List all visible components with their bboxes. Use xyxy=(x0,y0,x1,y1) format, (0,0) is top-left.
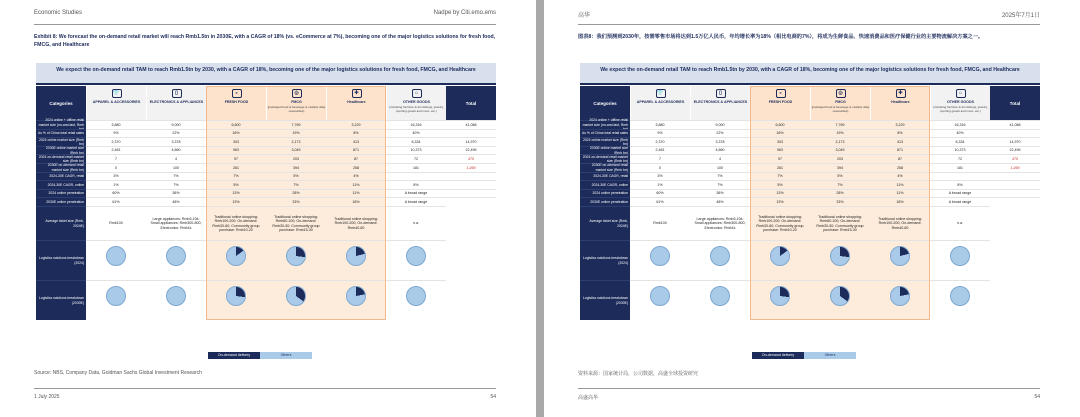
table-cell: 33% xyxy=(266,197,326,206)
page-header-right: 2025年7月1日 xyxy=(1001,13,1040,19)
table-cell: 871 xyxy=(870,146,930,155)
sofa-icon: ⌂ xyxy=(956,89,966,98)
pie-chart xyxy=(650,286,670,306)
table-cell: 6,600 xyxy=(750,120,810,129)
column-header xyxy=(690,86,750,120)
row-label: 2024 online market size (Rmb bn) xyxy=(580,137,630,146)
row-label: 2030E online penetration xyxy=(580,197,630,206)
pie-chart xyxy=(950,246,970,266)
table-cell: 40% xyxy=(930,129,990,138)
row-label: 2024 online penetration xyxy=(36,189,86,198)
shirt-icon: 👕 xyxy=(113,90,120,96)
phone-icon: ▯ xyxy=(716,89,726,98)
row-label: 2024-30E CAGR, online xyxy=(36,180,86,189)
total-header: Total xyxy=(990,86,1040,120)
column-header xyxy=(146,86,206,120)
pie-chart xyxy=(950,286,970,306)
table-cell: 2,481 xyxy=(86,146,146,155)
market-table xyxy=(580,86,1040,346)
table-cell: 181 xyxy=(386,163,446,172)
table-cell: 13% xyxy=(750,197,810,206)
table-cell: 4% xyxy=(326,172,386,181)
ticket-cell: Rmb100 xyxy=(630,206,690,240)
table-cell xyxy=(386,172,446,181)
categories-header: Categories xyxy=(36,86,86,120)
row-label: 2024 on-demand retail market size (Rmb bn) xyxy=(580,154,630,163)
row-label: 2030E online penetration xyxy=(36,197,86,206)
table-cell: 470 xyxy=(446,154,496,163)
table-cell: 6,600 xyxy=(206,120,266,129)
table-cell: 72 xyxy=(930,154,990,163)
row-label: 2024 online + offline retail market size (on-and-last, Rmb xyxy=(580,120,630,129)
footer-date: 1 July 2025 xyxy=(34,394,60,400)
legend-on-demand: On-demand delivery xyxy=(208,352,260,359)
row-label: Average ticket size (Rmb, 2024E) xyxy=(36,206,86,240)
table-cell: 3,049 xyxy=(810,146,870,155)
page-header-left: 高华 xyxy=(578,13,591,19)
row-label: 2024-30E CAGR, retail xyxy=(36,172,86,181)
footer-brand: 高盛高华 xyxy=(578,395,599,401)
legend-others: Others xyxy=(260,352,312,359)
column-label: APPAREL & ACCESSORIES xyxy=(636,100,685,104)
table-cell: 470 xyxy=(990,154,1040,163)
pie-chart xyxy=(710,246,730,266)
table-cell: 97 xyxy=(206,154,266,163)
row-label: Logistics solutions breakdown (2024) xyxy=(36,240,86,280)
table-cell: 48% xyxy=(690,197,750,206)
table-cell: 2,173 xyxy=(266,137,326,146)
table-cell: 4,660 xyxy=(690,146,750,155)
table-cell: 19% xyxy=(266,129,326,138)
row-label: Logistics solutions breakdown (2030E) xyxy=(580,280,630,320)
column-header xyxy=(630,86,690,120)
row-label: As % of China total retail sales xyxy=(580,129,630,138)
table-cell: 0 xyxy=(630,163,690,172)
table-cell: 28% xyxy=(810,189,870,198)
table-cell: 16% xyxy=(206,129,266,138)
table-cell: 8% xyxy=(870,129,930,138)
table-cell: 48% xyxy=(146,197,206,206)
pie-chart xyxy=(406,286,426,306)
footer-divider xyxy=(34,388,496,389)
table-cell: 97 xyxy=(750,154,810,163)
column-label: OTHER GOODS xyxy=(947,100,974,104)
table-cell: 38% xyxy=(690,189,750,198)
table-cell: 5% xyxy=(206,180,266,189)
footer-divider xyxy=(578,388,1040,389)
table-cell: 14,970 xyxy=(990,137,1040,146)
total-header: Total xyxy=(446,86,496,120)
table-cell: 13% xyxy=(750,189,810,198)
globe-icon: ◎ xyxy=(292,89,302,98)
table-cell: 3,880 xyxy=(630,120,690,129)
right-page xyxy=(544,0,1080,417)
table-cell: 6,334 xyxy=(386,137,446,146)
table-cell: 2,370 xyxy=(630,137,690,146)
column-label: FMCG xyxy=(835,100,846,104)
table-cell: 40% xyxy=(386,129,446,138)
column-label: ELECTRONICS & APPLIANCES xyxy=(149,100,204,104)
table-cell: 13% xyxy=(206,189,266,198)
ticket-cell: Rmb100 xyxy=(86,206,146,240)
table-cell: 7% xyxy=(690,172,750,181)
table-cell: 203 xyxy=(810,154,870,163)
page-gutter xyxy=(536,0,544,417)
table-cell: 2,481 xyxy=(630,146,690,155)
highlight-outline xyxy=(206,86,386,320)
table-banner: We expect the on-demand retail TAM to reach Rmb1.5tn by 2030, with a CAGR of 18%, becoming one of the major logistics solutions for fresh food, FMCG, and Healthcare xyxy=(36,63,496,85)
table-cell: 3% xyxy=(630,172,690,181)
pie-chart xyxy=(166,246,186,266)
column-label: ELECTRONICS & APPLIANCES xyxy=(693,100,748,104)
table-cell xyxy=(990,180,1040,189)
table-cell: 8% xyxy=(386,180,446,189)
ticket-cell: Traditional online shopping: Rmb100-200; On-demand: Rmb30-60; Community group purchase: Rmb10-20 xyxy=(750,206,810,240)
table-cell: 14,970 xyxy=(446,137,496,146)
table-cell: 3,378 xyxy=(690,137,750,146)
row-label: As % of China total retail sales xyxy=(36,129,86,138)
table-cell: 16% xyxy=(750,129,810,138)
row-label: 2024 online market size (Rmb bn) xyxy=(36,137,86,146)
table-cell: 413 xyxy=(870,137,930,146)
table-cell: 61% xyxy=(630,197,690,206)
table-cell: 7% xyxy=(206,172,266,181)
basket-icon: ◒ xyxy=(776,89,786,98)
table-cell: 963 xyxy=(206,146,266,155)
table-cell: 1% xyxy=(86,180,146,189)
row-label: Logistics solutions breakdown (2030E) xyxy=(36,280,86,320)
table-cell: 87 xyxy=(870,154,930,163)
table-cell: 394 xyxy=(266,163,326,172)
table-cell: 181 xyxy=(930,163,990,172)
table-cell: A broad range xyxy=(930,197,990,206)
table-cell: 7,769 xyxy=(810,120,870,129)
row-label: 2030E on-demand retail market size (Rmb bn) xyxy=(36,163,86,172)
table-cell: 11% xyxy=(326,180,386,189)
row-label: 2024 online + offline retail market size (on-and-last, Rmb xyxy=(36,120,86,129)
table-cell: 9,000 xyxy=(690,120,750,129)
table-cell: 3,880 xyxy=(86,120,146,129)
table-cell: 7% xyxy=(266,180,326,189)
table-cell: 203 xyxy=(266,154,326,163)
table-cell xyxy=(990,189,1040,198)
table-cell: 22,495 xyxy=(446,146,496,155)
table-cell: 60% xyxy=(630,189,690,198)
column-label: APPAREL & ACCESSORIES xyxy=(92,100,141,104)
table-cell: 11% xyxy=(870,180,930,189)
table-cell: 4 xyxy=(690,154,750,163)
legend-on-demand: On-demand delivery xyxy=(752,352,804,359)
ticket-cell: Traditional online shopping: Rmb60-100; On-demand: Rmb30-50; Community group purchase: Rmb15-30 xyxy=(266,206,326,240)
exhibit-title: 图表8：我们预测到2030年，按需零售市场将达到1.5万亿人民币，年均增长率为18%（相比电商的7%），将成为生鲜食品、快速消费品和医疗保健行业的主要物流解决方案之一。 xyxy=(578,34,984,40)
table-cell xyxy=(990,197,1040,206)
table-cell: 8% xyxy=(930,180,990,189)
pie-chart xyxy=(106,286,126,306)
column-sublabel: (packaged food & beverage & multiple daily necessities) xyxy=(811,105,870,113)
table-cell: 258 xyxy=(326,163,386,172)
ticket-cell: Traditional online shopping: Rmb100-200; On-demand: Rmb40-80 xyxy=(870,206,930,240)
pharmacy-icon: ✚ xyxy=(352,89,362,98)
table-cell: 0 xyxy=(86,163,146,172)
table-cell: 2,370 xyxy=(86,137,146,146)
table-cell: 10,373 xyxy=(930,146,990,155)
pie-chart xyxy=(710,286,730,306)
ticket-cell: Large appliances: Rmb3-10k; Small appliances: Rmb300-800; Electronics: Rmb1k xyxy=(146,206,206,240)
table-cell: A broad range xyxy=(930,189,990,198)
table-cell: 11% xyxy=(870,189,930,198)
table-cell: 303 xyxy=(206,137,266,146)
table-cell: 8% xyxy=(326,129,386,138)
table-cell: 7% xyxy=(810,180,870,189)
table-cell: 6,334 xyxy=(930,137,990,146)
table-cell: 7% xyxy=(690,180,750,189)
table-banner: We expect the on-demand retail TAM to reach Rmb1.5tn by 2030, with a CAGR of 18%, becoming one of the major logistics solutions for fresh food, FMCG, and Healthcare xyxy=(580,63,1040,85)
table-cell: 11% xyxy=(326,189,386,198)
table-cell: 5% xyxy=(266,172,326,181)
column-label: OTHER GOODS xyxy=(403,100,430,104)
ticket-cell: Large appliances: Rmb3-10k; Small appliances: Rmb300-800; Electronics: Rmb1k xyxy=(690,206,750,240)
shirt-icon: 👕 xyxy=(657,90,664,96)
column-sublabel: (including furniture & furnishings, jewelry, sporting goods and more, etc.) xyxy=(389,105,444,113)
table-cell: 7 xyxy=(86,154,146,163)
table-cell: 1,269 xyxy=(446,163,496,172)
table-cell: 41,068 xyxy=(990,120,1040,129)
market-table xyxy=(36,86,496,346)
phone-icon: ▯ xyxy=(172,89,182,98)
table-cell: 10,373 xyxy=(386,146,446,155)
row-label: 2024-30E CAGR, retail xyxy=(580,172,630,181)
exhibit-title: Exhibit 8: We forecast the on-demand retail market will reach Rmb1.5tn in 2030E, with a CAGR of 18% (vs. eCommerce at 7%), becoming one of the major logistics solutions for fresh food, FMCG, and Healthcare xyxy=(34,34,496,48)
table-cell xyxy=(990,129,1040,138)
sofa-icon: ⌂ xyxy=(412,89,422,98)
row-label: 2030E online market size (Rmb bn) xyxy=(580,146,630,155)
table-cell: 13% xyxy=(206,197,266,206)
row-label: Logistics solutions breakdown (2024) xyxy=(580,240,630,280)
pie-chart xyxy=(166,286,186,306)
pharmacy-icon: ✚ xyxy=(896,89,906,98)
table-cell: 258 xyxy=(870,163,930,172)
table-cell: 7 xyxy=(630,154,690,163)
table-cell: 4% xyxy=(870,172,930,181)
column-header xyxy=(930,86,990,120)
row-label: Average ticket size (Rmb, 2024E) xyxy=(580,206,630,240)
table-cell: 5% xyxy=(810,172,870,181)
table-cell: A broad range xyxy=(386,197,446,206)
table-cell: 3,378 xyxy=(146,137,206,146)
column-sublabel: (including furniture & furnishings, jewelry, sporting goods and more, etc.) xyxy=(933,105,988,113)
table-cell: 9% xyxy=(630,129,690,138)
ticket-cell: Traditional online shopping: Rmb60-100; On-demand: Rmb30-50; Community group purchase: Rmb15-30 xyxy=(810,206,870,240)
table-cell: 22% xyxy=(690,129,750,138)
table-cell: 1% xyxy=(630,180,690,189)
table-cell: A broad range xyxy=(386,189,446,198)
row-label: 2024 online penetration xyxy=(580,189,630,198)
table-cell: 9,000 xyxy=(146,120,206,129)
header-divider xyxy=(34,24,496,25)
table-cell: 18% xyxy=(326,197,386,206)
table-cell xyxy=(446,189,496,198)
column-label: FMCG xyxy=(291,100,302,104)
column-header xyxy=(86,86,146,120)
table-cell xyxy=(990,172,1040,181)
page-number: 54 xyxy=(1034,394,1040,400)
categories-header: Categories xyxy=(580,86,630,120)
table-cell: 41,068 xyxy=(446,120,496,129)
table-cell xyxy=(446,172,496,181)
row-label: 2024-30E CAGR, online xyxy=(580,180,630,189)
table-cell: 4 xyxy=(146,154,206,163)
table-cell xyxy=(446,180,496,189)
table-cell: 2,173 xyxy=(810,137,870,146)
table-cell: 1,269 xyxy=(990,163,1040,172)
page-header-left: Economic Studies xyxy=(34,10,83,16)
table-cell: 7% xyxy=(146,172,206,181)
row-label: 2030E online market size (Rmb bn) xyxy=(36,146,86,155)
table-cell: 38% xyxy=(146,189,206,198)
globe-icon: ◎ xyxy=(836,89,846,98)
table-cell: 281 xyxy=(750,163,810,172)
pie-chart xyxy=(106,246,126,266)
chart-legend xyxy=(208,352,312,360)
table-cell: 18% xyxy=(870,197,930,206)
column-label: Healthcare xyxy=(891,100,910,104)
page-header-right: Nadpe by Citi.emo.ems xyxy=(433,10,496,16)
table-cell: 7% xyxy=(750,172,810,181)
row-label: 2030E on-demand retail market size (Rmb bn) xyxy=(580,163,630,172)
table-cell: 87 xyxy=(326,154,386,163)
table-cell: 3,049 xyxy=(266,146,326,155)
table-cell: 871 xyxy=(326,146,386,155)
left-page xyxy=(0,0,536,417)
column-header xyxy=(386,86,446,120)
table-cell: 394 xyxy=(810,163,870,172)
page-number: 54 xyxy=(490,394,496,400)
table-cell: 281 xyxy=(206,163,266,172)
legend-others: Others xyxy=(804,352,856,359)
table-cell xyxy=(446,129,496,138)
table-cell: 100 xyxy=(146,163,206,172)
table-cell: 7% xyxy=(146,180,206,189)
table-cell: 28% xyxy=(266,189,326,198)
table-cell: 413 xyxy=(326,137,386,146)
table-cell: 16,316 xyxy=(930,120,990,129)
table-cell: 5% xyxy=(750,180,810,189)
table-cell: 33% xyxy=(810,197,870,206)
table-cell: 963 xyxy=(750,146,810,155)
table-cell: 7,769 xyxy=(266,120,326,129)
table-cell xyxy=(446,197,496,206)
table-cell: 3% xyxy=(86,172,146,181)
column-label: FRESH FOOD xyxy=(224,100,249,104)
column-sublabel: (packaged food & beverage & multiple daily necessities) xyxy=(267,105,326,113)
table-cell xyxy=(930,172,990,181)
table-cell: 61% xyxy=(86,197,146,206)
table-cell: 303 xyxy=(750,137,810,146)
table-cell: 19% xyxy=(810,129,870,138)
chart-legend xyxy=(752,352,856,360)
pie-chart xyxy=(650,246,670,266)
table-cell: 3,229 xyxy=(326,120,386,129)
basket-icon: ◒ xyxy=(232,89,242,98)
table-cell: 9% xyxy=(86,129,146,138)
table-cell: 4,660 xyxy=(146,146,206,155)
table-cell: 3,229 xyxy=(870,120,930,129)
ticket-cell: n.a. xyxy=(930,206,990,240)
row-label: 2024 on-demand retail market size (Rmb bn) xyxy=(36,154,86,163)
table-cell: 22,495 xyxy=(990,146,1040,155)
ticket-cell: Traditional online shopping: Rmb100-200; On-demand: Rmb40-80 xyxy=(326,206,386,240)
table-cell: 22% xyxy=(146,129,206,138)
ticket-cell: n.a. xyxy=(386,206,446,240)
pie-chart xyxy=(406,246,426,266)
table-cell: 60% xyxy=(86,189,146,198)
table-cell: 72 xyxy=(386,154,446,163)
column-label: FRESH FOOD xyxy=(768,100,793,104)
table-cell: 16,316 xyxy=(386,120,446,129)
highlight-outline xyxy=(750,86,930,320)
table-cell: 100 xyxy=(690,163,750,172)
ticket-cell: Traditional online shopping: Rmb100-200; On-demand: Rmb30-60; Community group purchase: Rmb10-20 xyxy=(206,206,266,240)
column-label: Healthcare xyxy=(347,100,366,104)
header-divider xyxy=(578,24,1040,25)
source-note: Source: NBS, Company Data, Goldman Sachs Global Investment Research xyxy=(34,370,202,376)
source-note: 资料来源：国家统计局，公司数据，高盛全球投资研究 xyxy=(578,371,699,377)
